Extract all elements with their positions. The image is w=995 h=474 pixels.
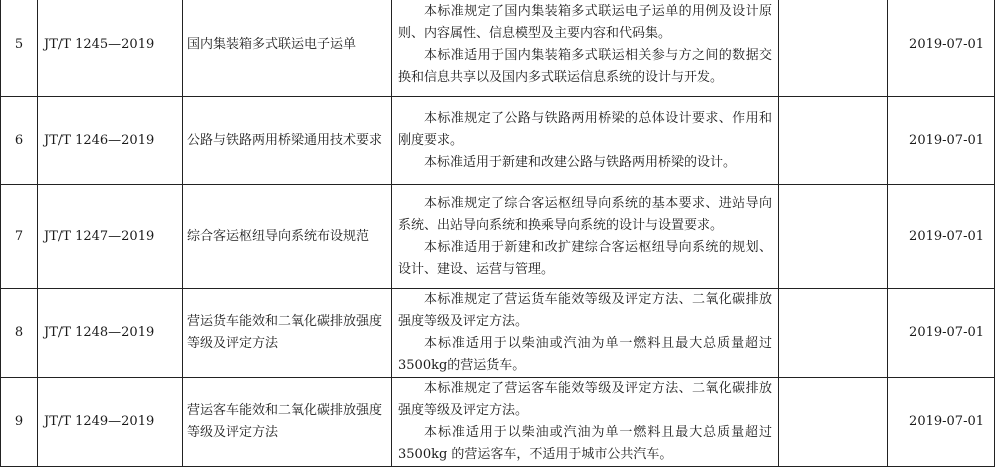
- table-body: [1, 0, 995, 467]
- row-number: 9: [1, 378, 38, 467]
- effective-date: 2019-07-01: [888, 185, 995, 289]
- empty-cell: [779, 378, 888, 467]
- row-number: 6: [1, 97, 38, 185]
- standard-description: [392, 289, 779, 378]
- standard-name: 国内集装箱多式联运电子运单: [183, 0, 392, 97]
- table-row: [1, 289, 995, 378]
- description-paragraph: 本标准规定了国内集装箱多式联运电子运单的用例及设计原则、内容属性、信息模型及主要内容和代码集。: [398, 4, 772, 41]
- empty-cell: [779, 185, 888, 289]
- table-row: [1, 0, 995, 97]
- table-row: [1, 378, 995, 467]
- standard-name: 营运客车能效和二氧化碳排放强度等级及评定方法: [183, 378, 392, 467]
- description-paragraph: 本标准规定了综合客运枢纽导向系统的基本要求、进站导向系统、出站导向系统和换乘导向系统的设计与设置要求。: [398, 195, 772, 233]
- standard-description: [392, 97, 779, 185]
- description-paragraph: 本标准适用于以柴油或汽油为单一燃料且最大总质量超过3500kg的营运货车。: [398, 336, 772, 373]
- table-row: [1, 97, 995, 185]
- row-number: 7: [1, 185, 38, 289]
- row-number: 8: [1, 289, 38, 378]
- standard-name: 营运货车能效和二氧化碳排放强度等级及评定方法: [183, 289, 392, 378]
- description-paragraph: 本标准规定了营运客车能效等级及评定方法、二氧化碳排放强度等级及评定方法。: [398, 381, 772, 418]
- description-paragraph: 本标准适用于新建和改扩建综合客运枢纽导向系统的规划、设计、建设、运营与管理。: [398, 239, 772, 277]
- standard-description: [392, 185, 779, 289]
- standard-description: [392, 378, 779, 467]
- effective-date: 2019-07-01: [888, 97, 995, 185]
- table-row: [1, 185, 995, 289]
- effective-date: 2019-07-01: [888, 378, 995, 467]
- standard-name: 公路与铁路两用桥梁通用技术要求: [183, 97, 392, 185]
- row-number: 5: [1, 0, 38, 97]
- standard-code: JT/T 1248—2019: [38, 289, 183, 378]
- standard-code: JT/T 1245—2019: [38, 0, 183, 97]
- description-paragraph: 本标准规定了公路与铁路两用桥梁的总体设计要求、作用和刚度要求。: [398, 110, 772, 148]
- effective-date: 2019-07-01: [888, 0, 995, 97]
- standard-name: 综合客运枢纽导向系统布设规范: [183, 185, 392, 289]
- description-paragraph: 本标准适用于以柴油或汽油为单一燃料且最大总质量超过 3500kg 的营运客车，不适用于城市公共汽车。: [398, 425, 772, 462]
- standard-code: JT/T 1246—2019: [38, 97, 183, 185]
- standard-description: [392, 0, 779, 97]
- description-paragraph: 本标准适用于国内集装箱多式联运相关参与方之间的数据交换和信息共享以及国内多式联运信息系统的设计与开发。: [398, 48, 772, 85]
- standard-code: JT/T 1249—2019: [38, 378, 183, 467]
- empty-cell: [779, 0, 888, 97]
- description-paragraph: 本标准适用于新建和改建公路与铁路两用桥梁的设计。: [424, 154, 737, 170]
- empty-cell: [779, 97, 888, 185]
- empty-cell: [779, 289, 888, 378]
- standard-code: JT/T 1247—2019: [38, 185, 183, 289]
- description-paragraph: 本标准规定了营运货车能效等级及评定方法、二氧化碳排放强度等级及评定方法。: [398, 292, 772, 329]
- effective-date: 2019-07-01: [888, 289, 995, 378]
